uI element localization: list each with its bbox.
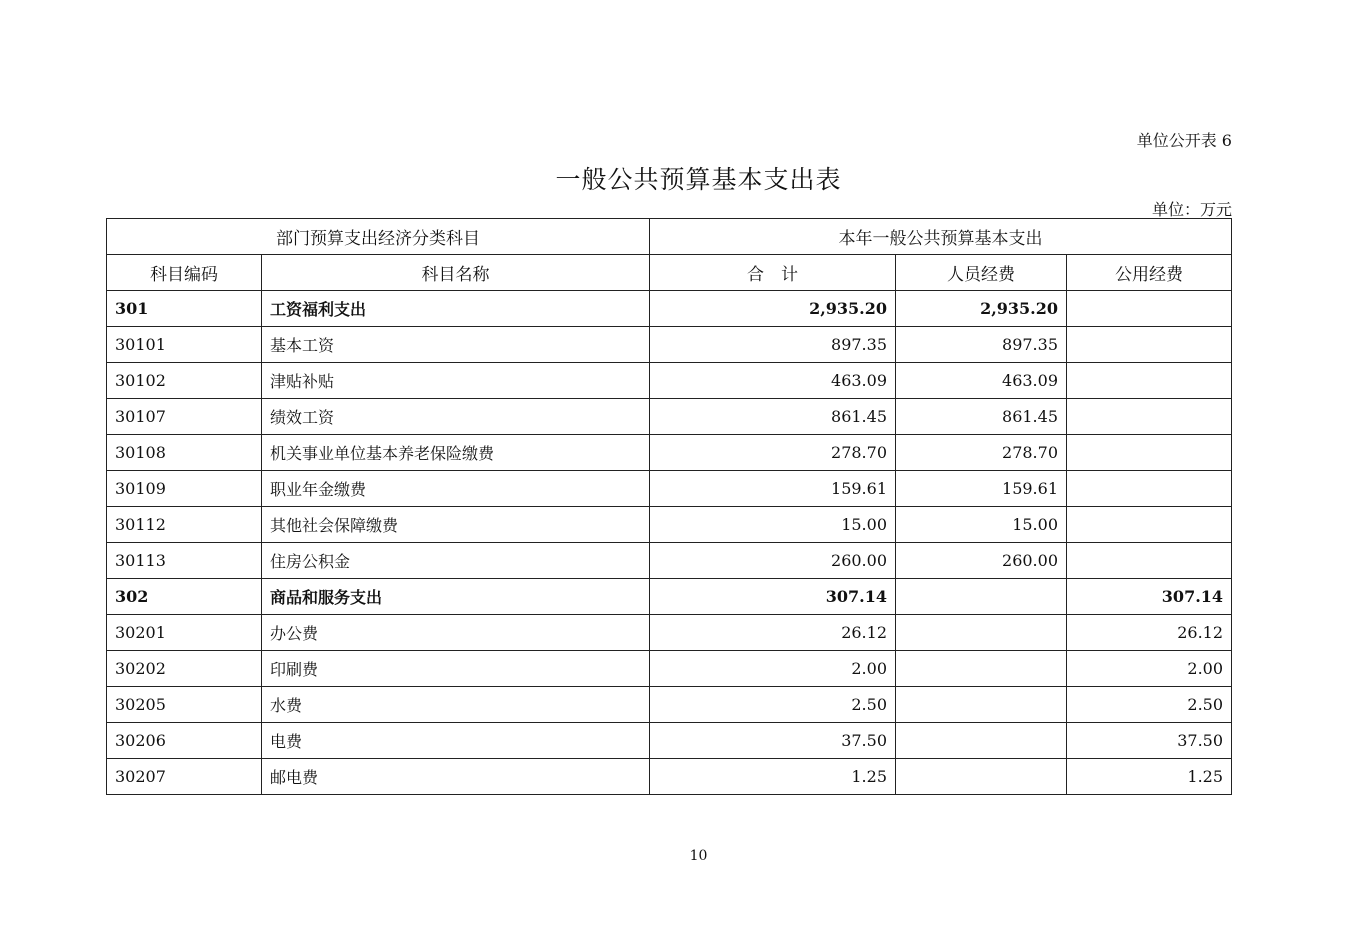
cell-public: 2.50: [1067, 687, 1232, 723]
cell-total: 463.09: [650, 363, 896, 399]
cell-public: [1067, 435, 1232, 471]
cell-name: 办公费: [262, 615, 650, 651]
cell-public: 37.50: [1067, 723, 1232, 759]
table-row: [107, 471, 1232, 507]
table-label: 单位公开表 6: [1136, 131, 1232, 150]
cell-total: 260.00: [650, 543, 896, 579]
cell-personnel: 463.09: [896, 363, 1067, 399]
table-row: [107, 507, 1232, 543]
table-row: [107, 543, 1232, 579]
cell-code: 30113: [107, 543, 262, 579]
cell-public: [1067, 291, 1232, 327]
table-row: [107, 687, 1232, 723]
cell-public: [1067, 363, 1232, 399]
column-header-personnel: 人员经费: [896, 255, 1067, 291]
group-header-classification: 部门预算支出经济分类科目: [107, 219, 650, 255]
cell-public: [1067, 507, 1232, 543]
column-header-code: 科目编码: [107, 255, 262, 291]
cell-total: 15.00: [650, 507, 896, 543]
cell-total: 2.00: [650, 651, 896, 687]
unit-label: 单位：万元: [1151, 200, 1232, 219]
cell-code: 30109: [107, 471, 262, 507]
cell-total: 2,935.20: [650, 291, 896, 327]
cell-code: 30101: [107, 327, 262, 363]
cell-total: 897.35: [650, 327, 896, 363]
cell-personnel: 159.61: [896, 471, 1067, 507]
cell-name: 绩效工资: [262, 399, 650, 435]
cell-name: 住房公积金: [262, 543, 650, 579]
cell-name: 印刷费: [262, 651, 650, 687]
cell-code: 30107: [107, 399, 262, 435]
table-row: [107, 327, 1232, 363]
cell-personnel: [896, 723, 1067, 759]
cell-public: [1067, 543, 1232, 579]
cell-total: 278.70: [650, 435, 896, 471]
table-body: [107, 291, 1232, 795]
table-row: [107, 399, 1232, 435]
cell-code: 30207: [107, 759, 262, 795]
cell-code: 302: [107, 579, 262, 615]
budget-table: [106, 218, 1232, 795]
group-header-row: [107, 219, 1232, 255]
cell-name: 职业年金缴费: [262, 471, 650, 507]
cell-code: 301: [107, 291, 262, 327]
cell-personnel: 15.00: [896, 507, 1067, 543]
cell-name: 邮电费: [262, 759, 650, 795]
column-header-public: 公用经费: [1067, 255, 1232, 291]
cell-code: 30202: [107, 651, 262, 687]
cell-code: 30206: [107, 723, 262, 759]
table-row: [107, 723, 1232, 759]
cell-public: [1067, 471, 1232, 507]
page-number: 10: [689, 848, 708, 864]
table-row: [107, 615, 1232, 651]
cell-code: 30201: [107, 615, 262, 651]
table-row: [107, 435, 1232, 471]
cell-public: 1.25: [1067, 759, 1232, 795]
cell-code: 30108: [107, 435, 262, 471]
cell-personnel: 897.35: [896, 327, 1067, 363]
column-header-total: 合 计: [650, 255, 896, 291]
cell-name: 基本工资: [262, 327, 650, 363]
cell-public: 26.12: [1067, 615, 1232, 651]
table-row: [107, 579, 1232, 615]
cell-name: 水费: [262, 687, 650, 723]
cell-name: 机关事业单位基本养老保险缴费: [262, 435, 650, 471]
cell-personnel: 861.45: [896, 399, 1067, 435]
cell-name: 工资福利支出: [262, 291, 650, 327]
cell-total: 159.61: [650, 471, 896, 507]
cell-total: 26.12: [650, 615, 896, 651]
cell-name: 津贴补贴: [262, 363, 650, 399]
cell-code: 30205: [107, 687, 262, 723]
table-row: [107, 651, 1232, 687]
cell-public: [1067, 399, 1232, 435]
cell-public: 2.00: [1067, 651, 1232, 687]
column-header-name: 科目名称: [262, 255, 650, 291]
cell-personnel: [896, 579, 1067, 615]
table-row: [107, 363, 1232, 399]
cell-name: 商品和服务支出: [262, 579, 650, 615]
column-header-row: [107, 255, 1232, 291]
cell-total: 307.14: [650, 579, 896, 615]
cell-total: 2.50: [650, 687, 896, 723]
cell-personnel: 260.00: [896, 543, 1067, 579]
cell-code: 30102: [107, 363, 262, 399]
cell-total: 37.50: [650, 723, 896, 759]
cell-personnel: [896, 651, 1067, 687]
group-header-expenditure: 本年一般公共预算基本支出: [650, 219, 1232, 255]
cell-public: [1067, 327, 1232, 363]
cell-name: 电费: [262, 723, 650, 759]
cell-public: 307.14: [1067, 579, 1232, 615]
cell-personnel: [896, 615, 1067, 651]
cell-personnel: 2,935.20: [896, 291, 1067, 327]
cell-personnel: [896, 759, 1067, 795]
page-title: 一般公共预算基本支出表: [555, 165, 842, 194]
cell-personnel: [896, 687, 1067, 723]
cell-personnel: 278.70: [896, 435, 1067, 471]
cell-total: 1.25: [650, 759, 896, 795]
cell-code: 30112: [107, 507, 262, 543]
cell-name: 其他社会保障缴费: [262, 507, 650, 543]
cell-total: 861.45: [650, 399, 896, 435]
table-row: [107, 291, 1232, 327]
table-row: [107, 759, 1232, 795]
